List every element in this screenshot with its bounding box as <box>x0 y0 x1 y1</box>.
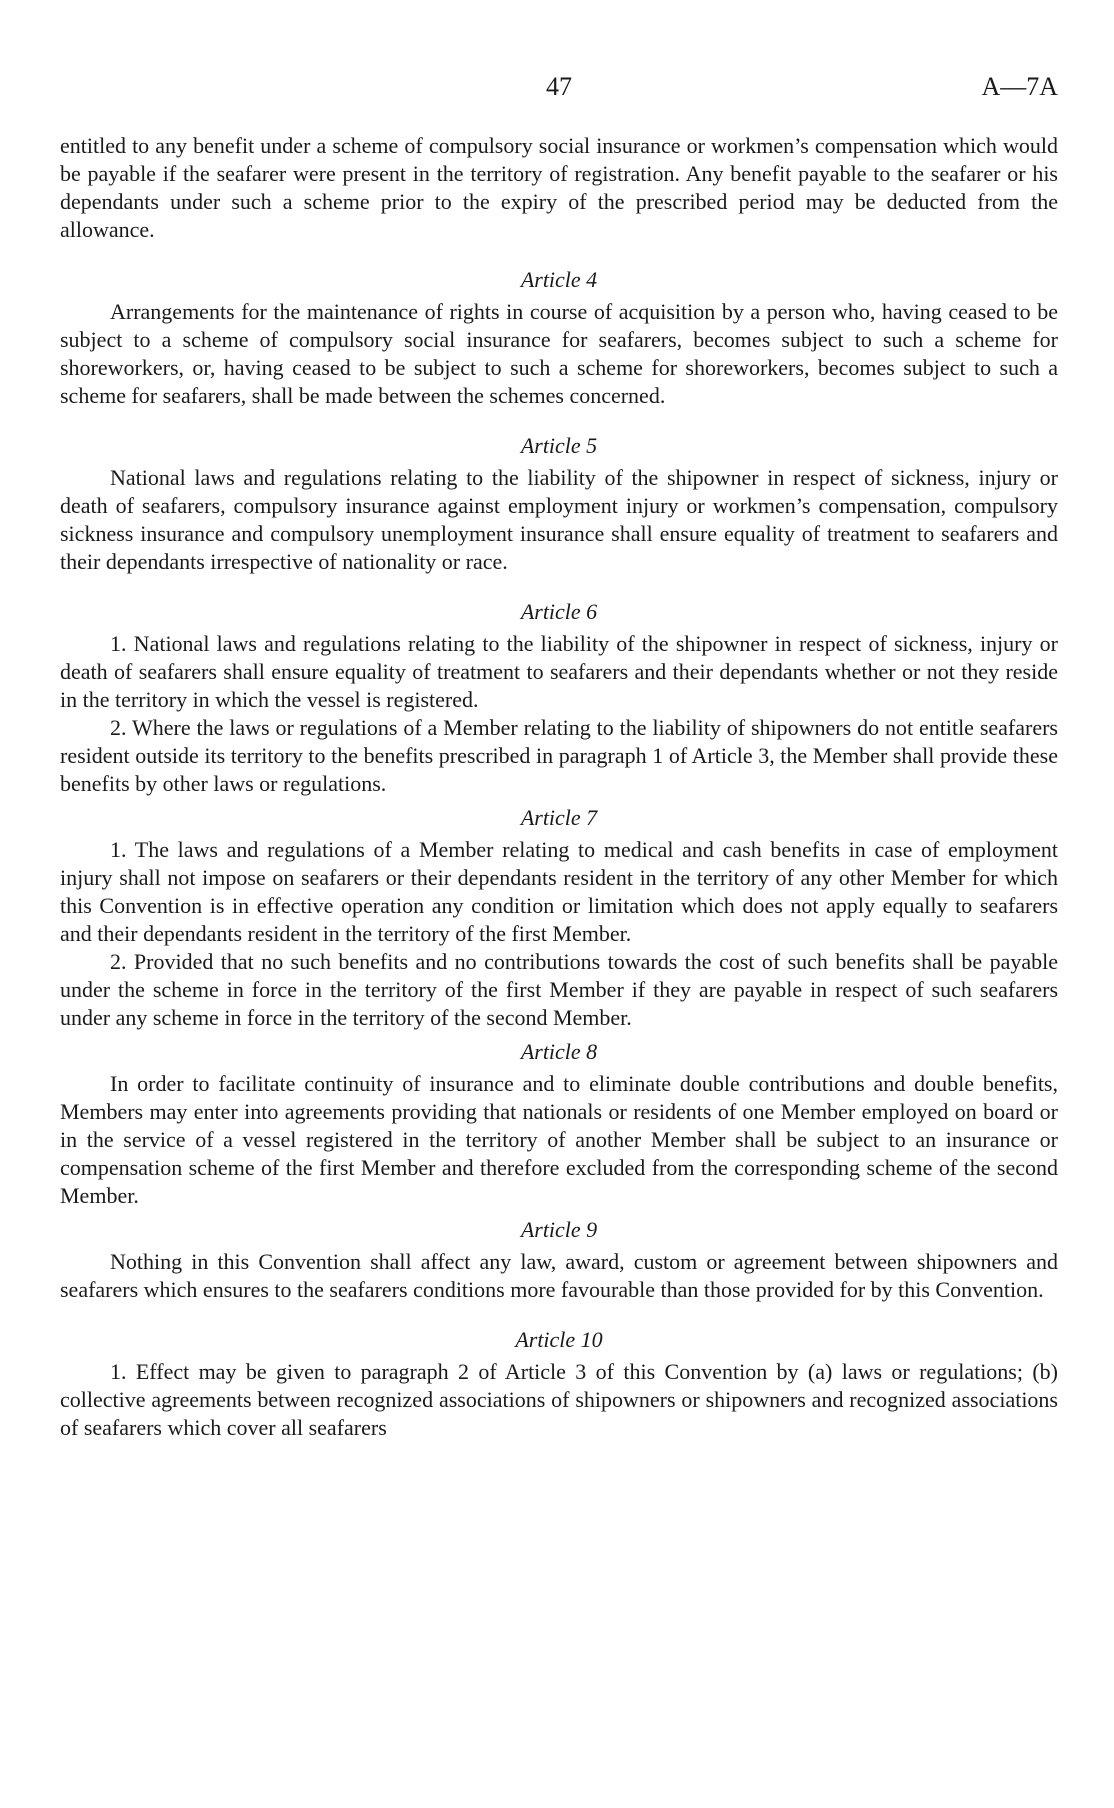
page-number: 47 <box>546 72 572 101</box>
article-7-paragraph-1: 1. The laws and regulations of a Member relating to medical and cash benefits in case of employment injury shall not impose on seafarers or their dependants resident in the territory of any other Member for which this Convention is in effective operation any condition or limitation which does not apply equally to seafarers and their dependants resident in the territory of the first Member. <box>60 837 1058 946</box>
article-6-paragraph-1: 1. National laws and regulations relating to the liability of the shipowner in respect of sickness, injury or death of seafarers shall ensure equality of treatment to seafarers and their dependants whether or not they reside in the territory in which the vessel is registered. <box>60 631 1058 712</box>
article-6-paragraph-2: 2. Where the laws or regulations of a Member relating to the liability of shipowners do not entitle seafarers resident outside its territory to the benefits prescribed in paragraph 1 of Article 3, the Member shall provide these benefits by other laws or regulations. <box>60 715 1058 796</box>
article-4-paragraph: Arrangements for the maintenance of rights in course of acquisition by a person who, having ceased to be subject to a scheme of compulsory social insurance for seafarers, becomes subject to such a scheme for shoreworkers, or, having ceased to be subject to such a scheme for shoreworkers, becomes subject to such a scheme for seafarers, shall be made between the schemes concerned. <box>60 299 1058 408</box>
article-5-heading: Article 5 <box>520 433 598 458</box>
document-page <box>60 72 1058 1442</box>
page-header <box>60 72 1058 112</box>
article-7-paragraph-2: 2. Provided that no such benefits and no contributions towards the cost of such benefits shall be payable under the scheme in force in the territory of the first Member if they are payable in respect of such seafarers under any scheme in force in the territory of the second Member. <box>60 949 1058 1030</box>
article-4-heading: Article 4 <box>520 267 598 292</box>
article-7-heading: Article 7 <box>520 805 598 830</box>
document-reference: A—7A <box>981 72 1058 101</box>
article-10-heading: Article 10 <box>515 1327 603 1352</box>
article-5-paragraph: National laws and regulations relating to the liability of the shipowner in respect of sickness, injury or death of seafarers, compulsory insurance against employment injury or workmen’s compensation, compulsory sickness insurance and compulsory unemployment insurance shall ensure equality of treatment to seafarers and their dependants irrespective of nationality or race. <box>60 465 1058 574</box>
article-10-paragraph: 1. Effect may be given to paragraph 2 of Article 3 of this Convention by (a) laws or regulations; (b) collective agreements between recognized associations of shipowners or shipowners and recognized associations of seafarers which cover all seafarers <box>60 1359 1058 1440</box>
article-6-heading: Article 6 <box>520 599 598 624</box>
article-8-heading: Article 8 <box>520 1039 598 1064</box>
article-8-paragraph: In order to facilitate continuity of insurance and to eliminate double contributions and double benefits, Members may enter into agreements providing that nationals or residents of one Member employed on board or in the service of a vessel registered in the territory of another Member shall be subject to an insurance or compensation scheme of the first Member and therefore excluded from the corresponding scheme of the second Member. <box>60 1071 1058 1208</box>
article-9-paragraph: Nothing in this Convention shall affect any law, award, custom or agreement between shipowners and seafarers which ensures to the seafarers conditions more favourable than those provided for by this Convention. <box>60 1249 1058 1302</box>
article-9-heading: Article 9 <box>520 1217 598 1242</box>
continuation-paragraph: entitled to any benefit under a scheme of compulsory social insurance or workmen’s compensation which would be payable if the seafarer were present in the territory of registration. Any benefit payable to the seafarer or his dependants under such a scheme prior to the expiry of the prescribed period may be deducted from the allowance. <box>60 133 1058 242</box>
